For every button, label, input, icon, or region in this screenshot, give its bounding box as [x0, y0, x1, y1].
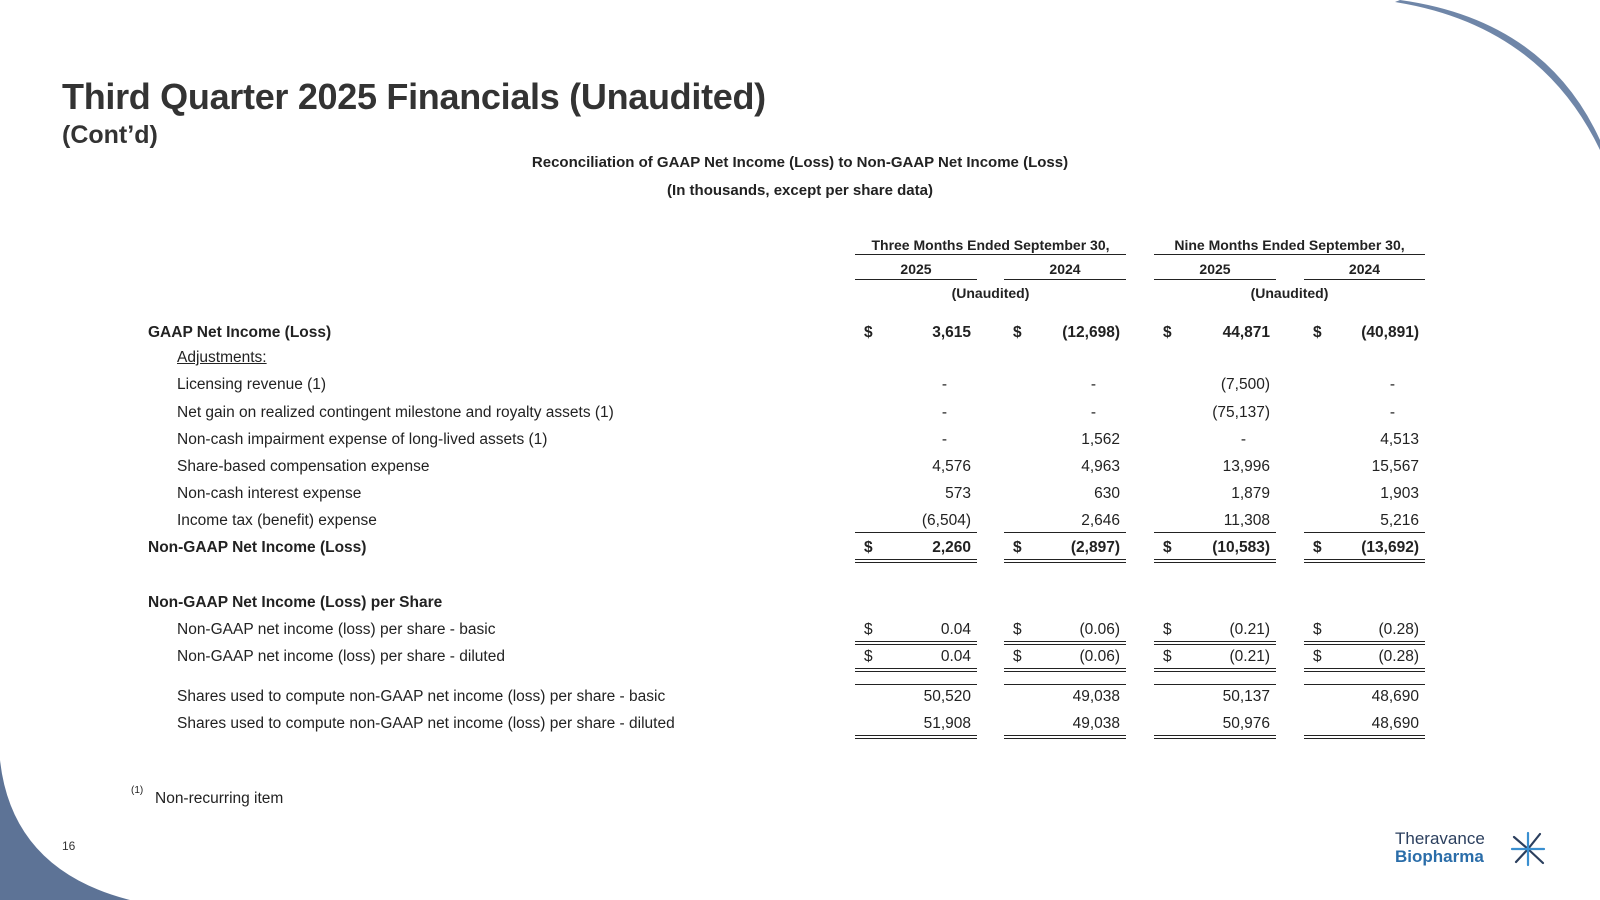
table-cell: (0.21) — [1229, 648, 1270, 665]
table-cell: - — [941, 404, 947, 421]
currency-symbol: $ — [1163, 648, 1172, 665]
year-header: 2024 — [1348, 261, 1381, 277]
table-cell: 1,903 — [1380, 485, 1419, 502]
currency-symbol: $ — [864, 539, 873, 556]
row-label: GAAP Net Income (Loss) — [148, 324, 332, 341]
row-label: Share-based compensation expense — [177, 458, 430, 475]
year-header: 2025 — [1199, 261, 1231, 277]
table-cell: - — [1090, 376, 1096, 393]
year-underline — [855, 279, 977, 280]
table-cell: 49,038 — [1072, 715, 1120, 732]
total-rule — [1304, 668, 1425, 669]
total-rule — [1304, 684, 1425, 685]
table-cell: - — [941, 431, 947, 448]
total-rule — [1304, 735, 1425, 736]
report-subtitle: (In thousands, except per share data) — [667, 182, 933, 199]
logo-line-1: Theravance — [1395, 829, 1485, 848]
page-number: 16 — [62, 839, 76, 853]
total-rule-double — [855, 738, 977, 739]
currency-symbol: $ — [1313, 621, 1322, 638]
table-cell: 0.04 — [940, 621, 971, 638]
total-rule-double — [1154, 644, 1276, 645]
currency-symbol: $ — [864, 621, 873, 638]
total-rule-double — [855, 644, 977, 645]
currency-symbol: $ — [864, 324, 873, 341]
table-cell: (0.06) — [1079, 648, 1120, 665]
table-cell: (10,583) — [1212, 539, 1270, 556]
table-cell: 50,976 — [1222, 715, 1270, 732]
total-rule-double — [1004, 738, 1126, 739]
row-label: Non-cash impairment expense of long-lived assets (1) — [177, 431, 548, 448]
table-cell: (75,137) — [1212, 404, 1270, 421]
table-cell: 13,996 — [1222, 458, 1270, 475]
total-rule-double — [1154, 738, 1276, 739]
currency-symbol: $ — [1013, 648, 1022, 665]
total-rule — [1154, 641, 1276, 642]
total-rule — [1004, 735, 1126, 736]
table-cell: (0.06) — [1079, 621, 1120, 638]
row-label: Non-GAAP Net Income (Loss) per Share — [148, 594, 443, 611]
total-rule-double — [1154, 562, 1276, 563]
table-cell: 4,513 — [1380, 431, 1419, 448]
total-rule — [1304, 641, 1425, 642]
year-underline — [1004, 279, 1126, 280]
total-rule — [1154, 684, 1276, 685]
total-rule — [1004, 641, 1126, 642]
currency-symbol: $ — [1013, 324, 1022, 341]
table-cell: (6,504) — [921, 512, 971, 529]
total-rule — [1154, 532, 1276, 533]
total-rule — [855, 684, 977, 685]
total-rule — [1304, 532, 1425, 533]
logo-line-2: Biopharma — [1395, 847, 1484, 866]
row-label: Shares used to compute non-GAAP net income (loss) per share - basic — [177, 688, 666, 705]
table-cell: 4,963 — [1081, 458, 1120, 475]
table-cell: - — [1240, 431, 1246, 448]
total-rule — [1004, 559, 1126, 560]
unaudited-label: (Unaudited) — [951, 285, 1030, 301]
total-rule — [1004, 532, 1126, 533]
company-logo — [1395, 829, 1555, 875]
table-cell: 51,908 — [923, 715, 971, 732]
currency-symbol: $ — [1163, 324, 1172, 341]
total-rule-double — [855, 671, 977, 672]
year-underline — [1154, 279, 1276, 280]
currency-symbol: $ — [1013, 539, 1022, 556]
total-rule — [1304, 559, 1425, 560]
total-rule-double — [1304, 644, 1425, 645]
total-rule-double — [1154, 671, 1276, 672]
table-cell: 48,690 — [1371, 688, 1419, 705]
row-label: Non-GAAP Net Income (Loss) — [148, 539, 367, 556]
total-rule-double — [1004, 644, 1126, 645]
period-underline — [855, 254, 1126, 255]
star-burst-icon — [1510, 831, 1546, 867]
row-label: Non-GAAP net income (loss) per share - basic — [177, 621, 496, 638]
row-label: Adjustments: — [177, 349, 267, 366]
table-cell: (0.21) — [1229, 621, 1270, 638]
row-label: Non-GAAP net income (loss) per share - diluted — [177, 648, 505, 665]
currency-symbol: $ — [1013, 621, 1022, 638]
table-cell: 1,879 — [1231, 485, 1270, 502]
row-label: Income tax (benefit) expense — [177, 512, 377, 529]
table-cell: 48,690 — [1371, 715, 1419, 732]
table-cell: 2,260 — [932, 539, 971, 556]
currency-symbol: $ — [1163, 539, 1172, 556]
table-cell: 50,520 — [923, 688, 971, 705]
row-label: Licensing revenue (1) — [177, 376, 327, 393]
table-cell: 0.04 — [940, 648, 971, 665]
year-underline — [1304, 279, 1425, 280]
total-rule — [1004, 668, 1126, 669]
footnote-marker: (1) — [131, 785, 144, 796]
currency-symbol: $ — [1163, 621, 1172, 638]
total-rule-double — [1304, 671, 1425, 672]
table-cell: (0.28) — [1378, 648, 1419, 665]
footnote-text: Non-recurring item — [155, 790, 284, 807]
table-cell: 630 — [1094, 485, 1120, 502]
table-cell: - — [1389, 404, 1395, 421]
table-cell: - — [1090, 404, 1096, 421]
total-rule — [1154, 668, 1276, 669]
total-rule — [855, 668, 977, 669]
table-cell: 2,646 — [1081, 512, 1120, 529]
total-rule-double — [1304, 562, 1425, 563]
total-rule — [1004, 684, 1126, 685]
total-rule — [855, 641, 977, 642]
table-cell: 1,562 — [1081, 431, 1120, 448]
table-cell: 49,038 — [1072, 688, 1120, 705]
total-rule-double — [1004, 562, 1126, 563]
report-title: Reconciliation of GAAP Net Income (Loss) to Non-GAAP Net Income (Loss) — [531, 154, 1069, 171]
row-label: Net gain on realized contingent milestone and royalty assets (1) — [177, 404, 614, 421]
row-label: Non-cash interest expense — [177, 485, 362, 502]
period-header: Nine Months Ended September 30, — [1174, 237, 1405, 253]
unaudited-label: (Unaudited) — [1250, 285, 1329, 301]
period-underline — [1154, 254, 1425, 255]
total-rule-double — [1004, 671, 1126, 672]
total-rule-double — [1304, 738, 1425, 739]
table-cell: 44,871 — [1222, 324, 1270, 341]
total-rule — [855, 559, 977, 560]
table-cell: 4,576 — [932, 458, 971, 475]
total-rule — [1154, 735, 1276, 736]
table-cell: - — [941, 376, 947, 393]
table-cell: 15,567 — [1371, 458, 1419, 475]
currency-symbol: $ — [1313, 539, 1322, 556]
year-header: 2024 — [1049, 261, 1081, 277]
table-cell: 5,216 — [1380, 512, 1419, 529]
table-cell: (13,692) — [1361, 539, 1419, 556]
table-cell: (7,500) — [1220, 376, 1270, 393]
currency-symbol: $ — [1313, 324, 1322, 341]
total-rule-double — [855, 562, 977, 563]
table-cell: (2,897) — [1070, 539, 1120, 556]
period-header: Three Months Ended September 30, — [871, 237, 1110, 253]
total-rule — [1154, 559, 1276, 560]
table-cell: 50,137 — [1222, 688, 1270, 705]
table-cell: (40,891) — [1361, 324, 1419, 341]
table-cell: (0.28) — [1378, 621, 1419, 638]
table-cell: 3,615 — [932, 324, 971, 341]
row-label: Shares used to compute non-GAAP net income (loss) per share - diluted — [177, 715, 675, 732]
table-cell: (12,698) — [1062, 324, 1120, 341]
currency-symbol: $ — [1313, 648, 1322, 665]
total-rule — [855, 532, 977, 533]
year-header: 2025 — [900, 261, 932, 277]
table-cell: 573 — [945, 485, 971, 502]
currency-symbol: $ — [864, 648, 873, 665]
total-rule — [855, 735, 977, 736]
table-cell: - — [1389, 376, 1395, 393]
page-subtitle: (Cont’d) — [62, 121, 158, 149]
table-cell: 11,308 — [1223, 512, 1270, 529]
page-title: Third Quarter 2025 Financials (Unaudited) — [62, 76, 766, 117]
